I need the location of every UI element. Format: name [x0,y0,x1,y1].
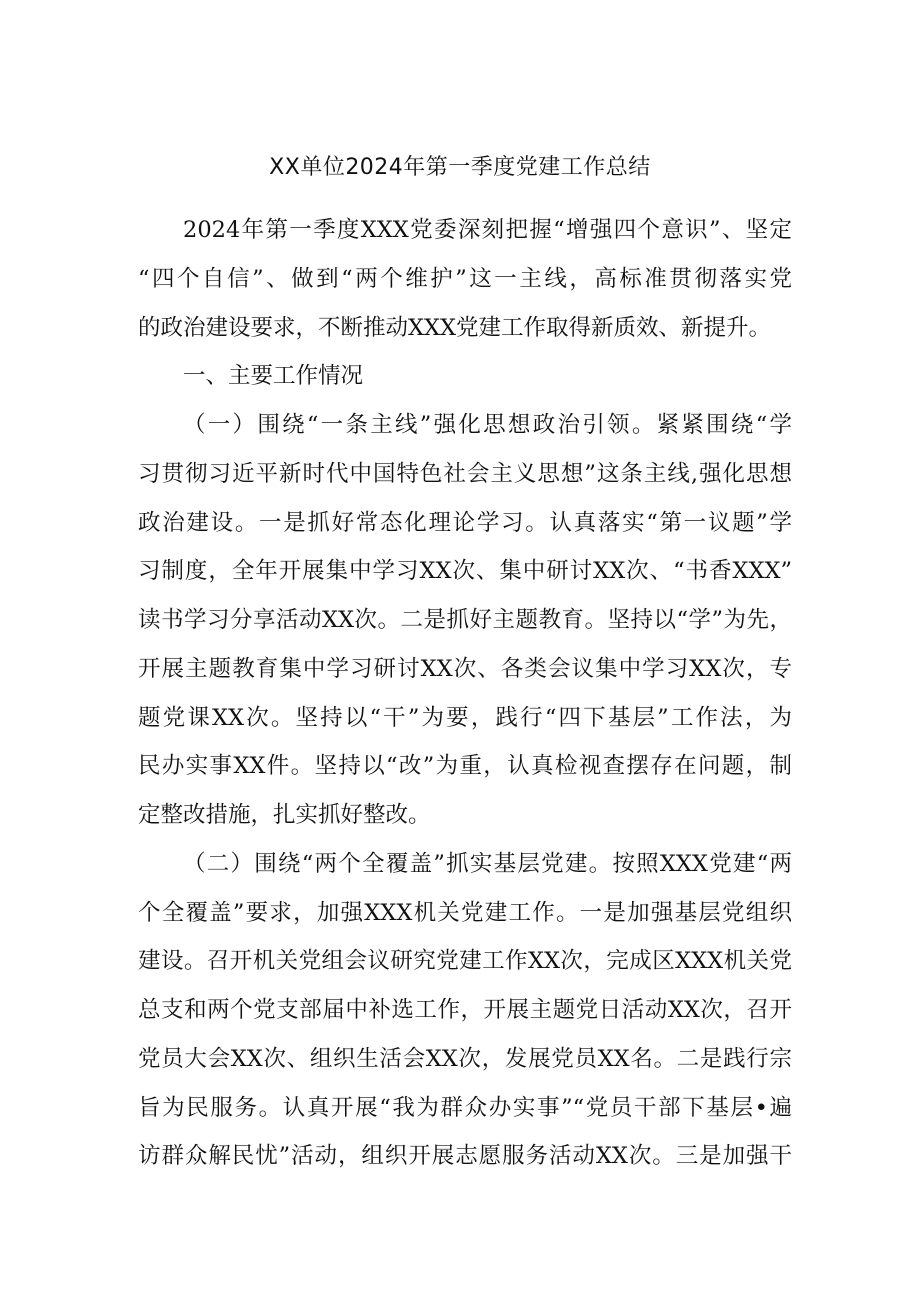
paragraph-line: 2024年第一季度XXX党委深刻把握“增强四个意识”、坚定 [183,217,792,243]
paragraph-line: 访群众解民忧”活动，组织开展志愿服务活动XX次。三是加强干 [138,1143,792,1169]
paragraph-line: 个全覆盖”要求，加强XXX机关党建工作。一是加强基层党组织 [138,900,792,926]
paragraph-line: 旨为民服务。认真开展“我为群众办实事”“党员干部下基层•遍 [138,1095,792,1121]
paragraph-line: 习制度，全年开展集中学习XX次、集中研讨XX次、“书香XXX” [138,558,792,584]
paragraph-line: 读书学习分享活动XX次。二是抓好主题教育。坚持以“学”为先， [138,607,792,633]
paragraph-line: 政治建设。一是抓好常态化理论学习。认真落实“第一议题”学 [138,510,792,536]
paragraph-line: 习贯彻习近平新时代中国特色社会主义思想”这条主线,强化思想 [138,461,792,487]
section-heading: 一、主要工作情况 [183,363,364,389]
paragraph-line: 的政治建设要求，不断推动XXX党建工作取得新质效、新提升。 [138,315,772,341]
paragraph-line: 民办实事XX件。坚持以“改”为重，认真检视查摆存在问题，制 [138,753,792,779]
paragraph-line: “四个自信”、做到“两个维护”这一主线，高标准贯彻落实党 [138,266,792,292]
paragraph-line: 题党课XX次。坚持以“干”为要，践行“四下基层”工作法，为 [138,705,792,731]
paragraph-line: 开展主题教育集中学习研讨XX次、各类会议集中学习XX次，专 [138,656,792,682]
document-title: XX单位2024年第一季度党建工作总结 [269,155,651,180]
paragraph-line: 定整改措施，扎实抓好整改。 [138,802,431,828]
paragraph-line: 总支和两个党支部届中补选工作，开展主题党日活动XX次，召开 [138,997,792,1023]
paragraph-line: （一）围绕“一条主线”强化思想政治引领。紧紧围绕“学 [183,412,792,438]
paragraph-line: 建设。召开机关党组会议研究党建工作XX次，完成区XXX机关党 [138,948,792,974]
paragraph-line: 党员大会XX次、组织生活会XX次，发展党员XX名。二是践行宗 [138,1046,792,1072]
paragraph-line: （二）围绕“两个全覆盖”抓实基层党建。按照XXX党建“两 [183,851,792,877]
